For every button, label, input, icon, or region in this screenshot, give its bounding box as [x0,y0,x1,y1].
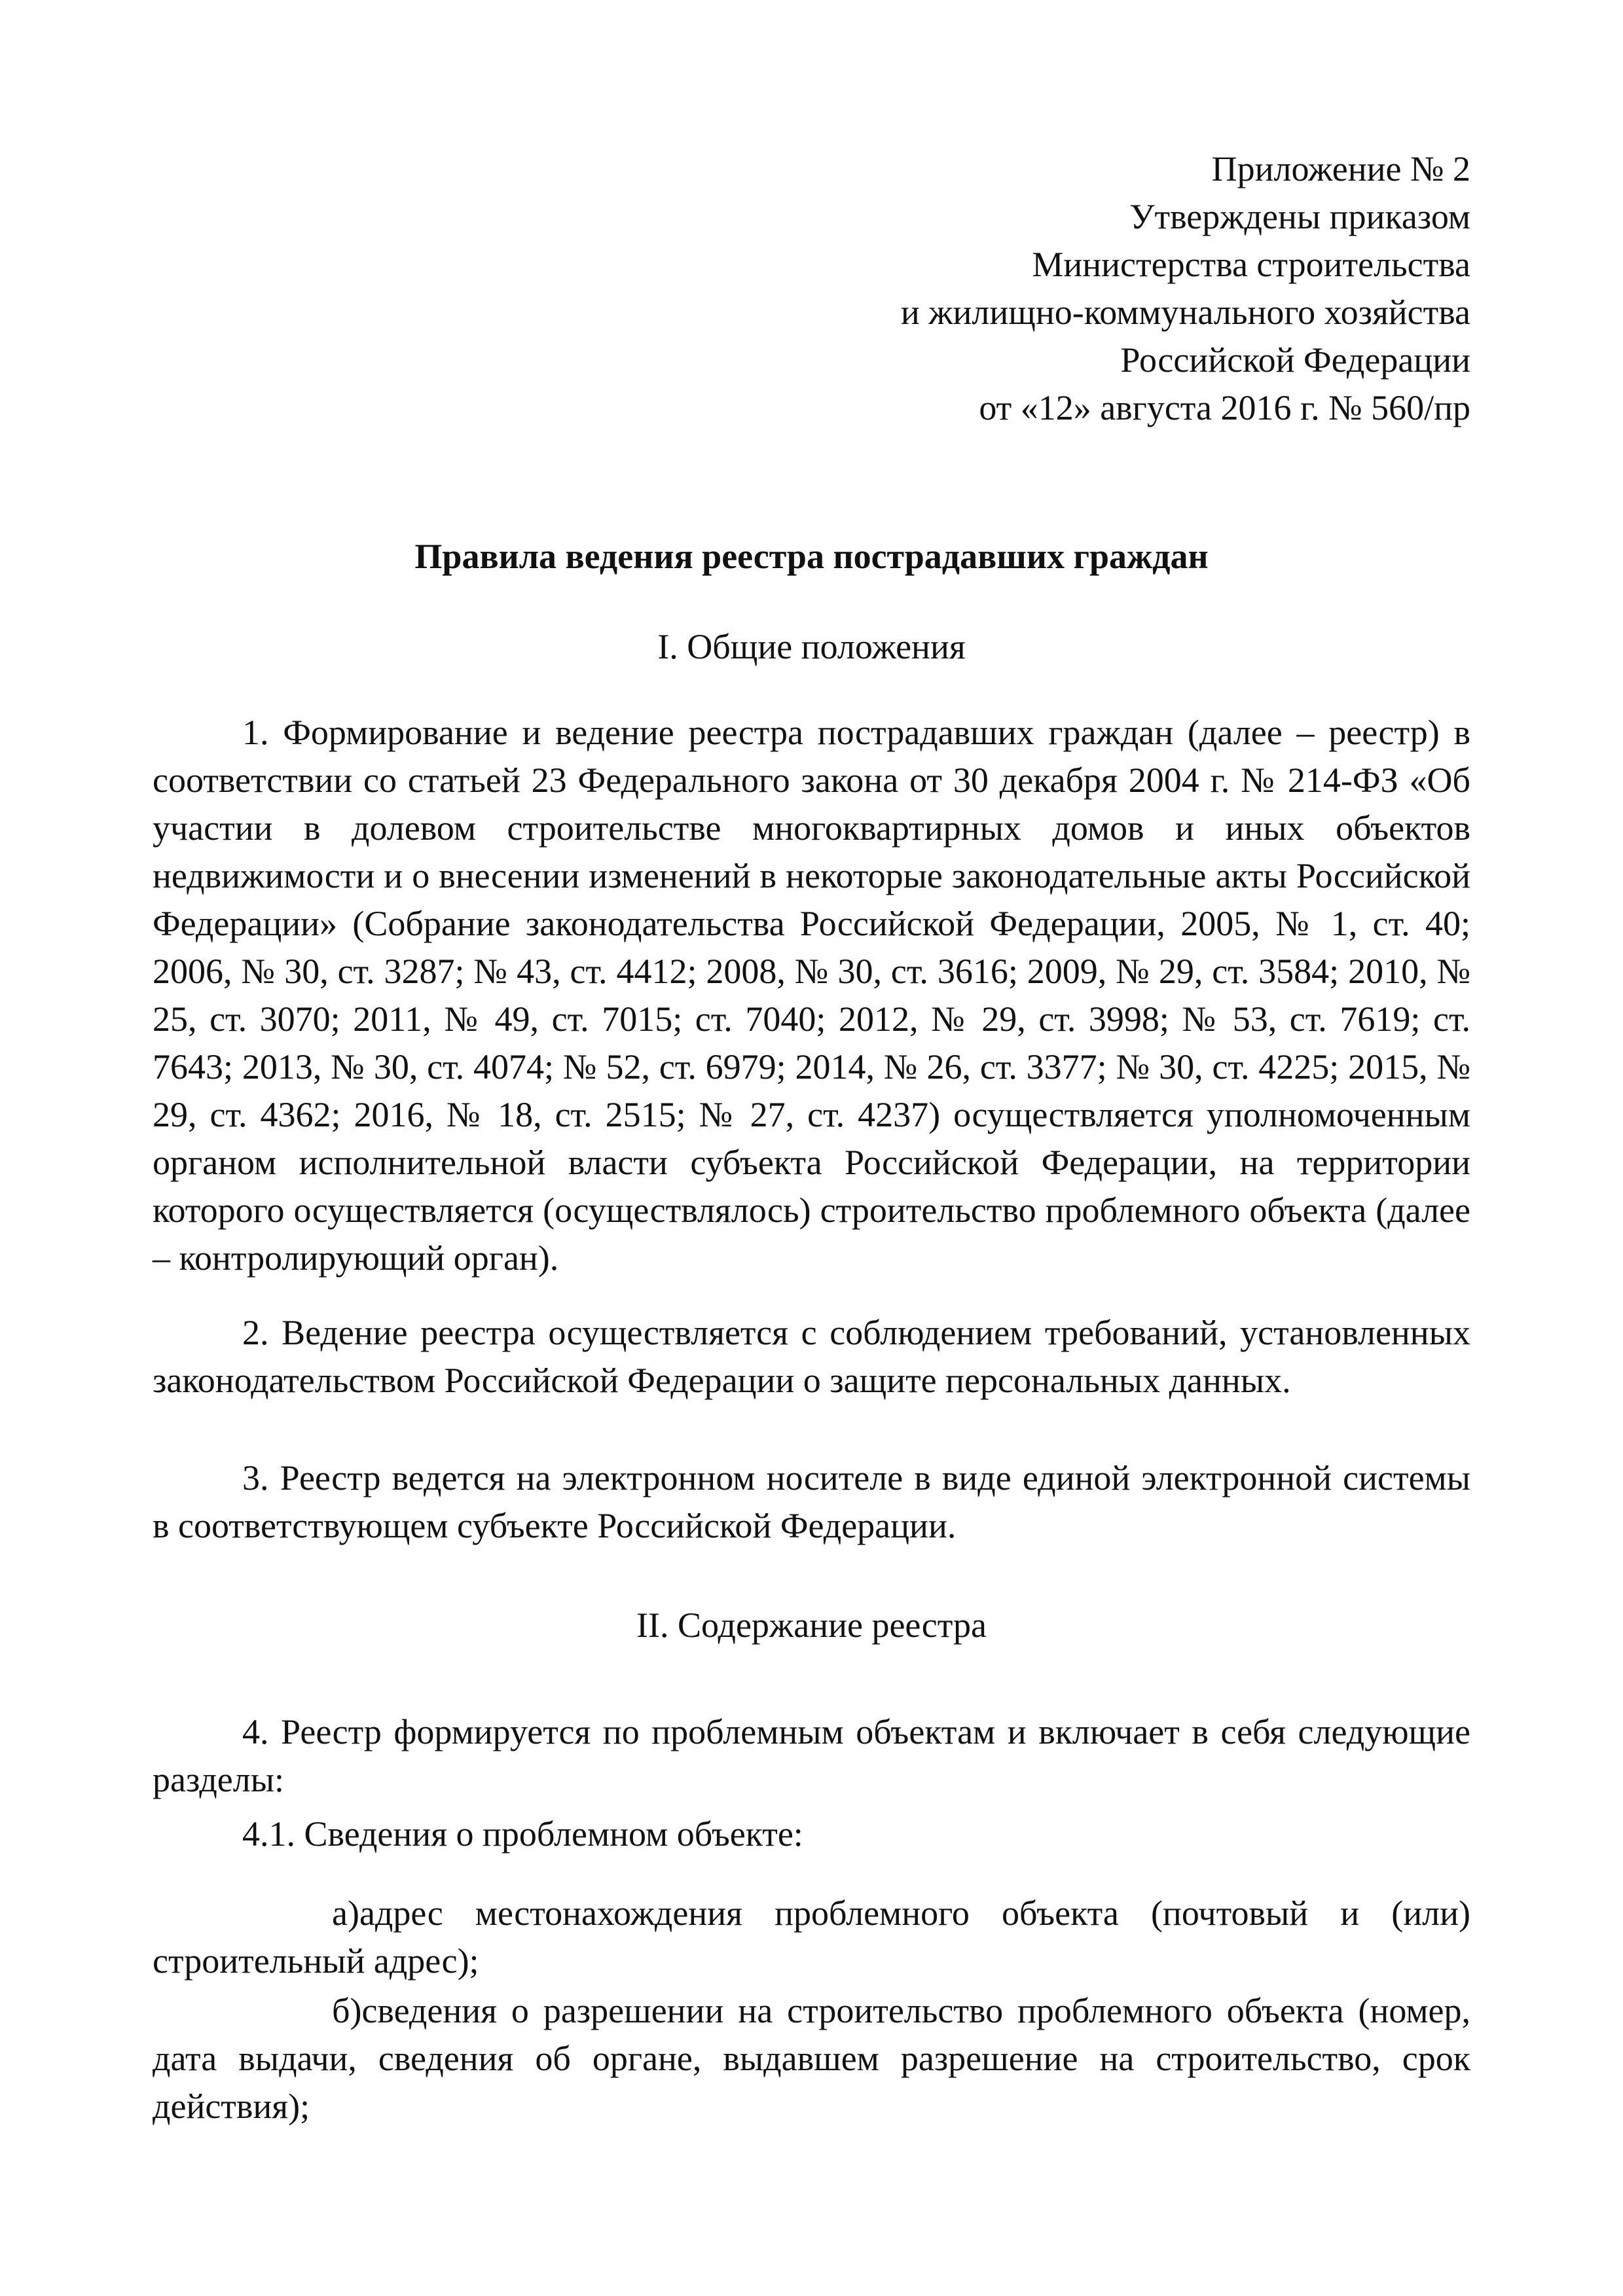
header-line-ministry: Министерства строительства [1032,245,1470,284]
document-title: Правила ведения реестра пострадавших граждан [414,537,1209,576]
approval-header [685,145,1470,432]
header-line-order-date: от «12» августа 2016 г. № 560/пр [979,388,1470,427]
header-line-approved: Утверждены приказом [1129,197,1470,236]
section-heading-contents: II. Содержание реестра [636,1605,987,1645]
item-b-text: сведения о разрешении на строительство проблемного объекта (номер, дата выдачи, сведения об органе, выдавшем разрешение на строительство, срок действия); [153,1991,1470,2126]
paragraph-2: 2. Ведение реестра осуществляется с соблюдением требований, установленных законодательством Российской Федерации о защите персональных данных. [153,1313,1470,1400]
header-line-federation: Российской Федерации [1120,340,1470,380]
paragraph-item-a [153,1890,1470,1985]
paragraph-3: 3. Реестр ведется на электронном носителе в виде единой электронной системы в соответствующем субъекте Российской Федерации. [153,1458,1470,1545]
item-a-text: адрес местонахождения проблемного объекта (почтовый и (или) строительный адрес); [153,1893,1470,1981]
item-a-marker: а) [332,1893,359,1933]
paragraph-4: 4. Реестр формируется по проблемным объектам и включает в себя следующие разделы: [153,1712,1470,1799]
paragraph-4-1: 4.1. Сведения о проблемном объекте: [242,1814,803,1854]
header-line-housing: и жилищно-коммунального хозяйства [900,293,1470,332]
header-line-appendix: Приложение № 2 [1211,149,1470,188]
item-b-marker: б) [332,1991,362,2030]
section-heading-general: I. Общие положения [657,627,966,666]
paragraph-item-b [153,1987,1470,2130]
paragraph-1: 1. Формирование и ведение реестра пострадавших граждан (далее – реестр) в соответствии со статьей 23 Федерального закона от 30 декабря 2004 г. № 214-ФЗ «Об участии в долевом строительстве многоквартирных домов и иных объектов недвижимости и о внесении изменений в некоторые законодательные акты Российской Федерации» (Собрание законодательства Российской Федерации, 2005, № 1, ст. 40; 2006, № 30, ст. 3287; № 43, ст. 4412; 2008, № 30, ст. 3616; 2009, № 29, ст. 3584; 2010, № 25, ст. 3070; 2011, № 49, ст. 7015; ст. 7040; 2012, № 29, ст. 3998; № 53, ст. 7619; ст. 7643; 2013, № 30, ст. 4074; № 52, ст. 6979; 2014, № 26, ст. 3377; № 30, ст. 4225; 2015, № 29, ст. 4362; 2016, № 18, ст. 2515; № 27, ст. 4237) осуществляется уполномоченным органом исполнительной власти субъекта Российской Федерации, на территории которого осуществляется (осуществлялось) строительство проблемного объекта (далее – контролирующий орган). [153,713,1470,1278]
